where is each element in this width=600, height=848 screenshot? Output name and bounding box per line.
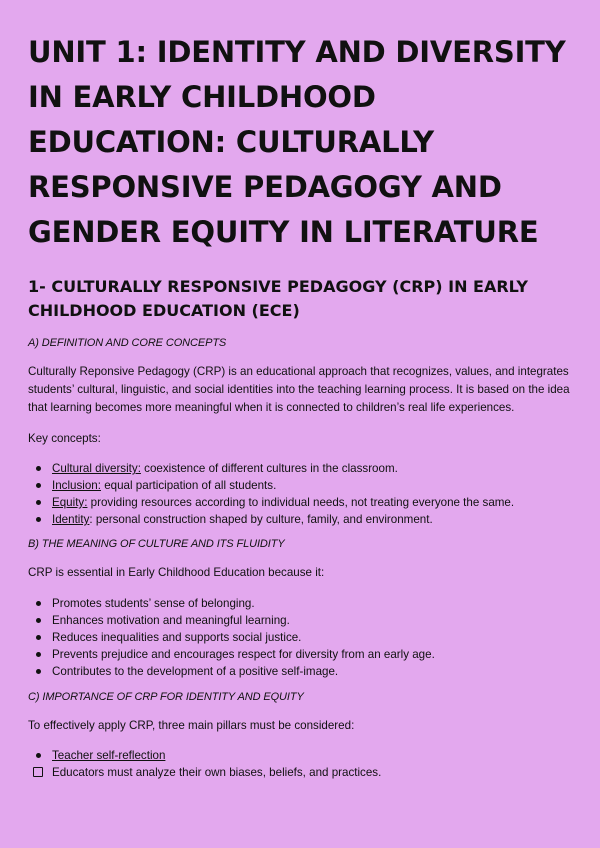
bullet-icon <box>36 517 41 522</box>
key-concepts-label: Key concepts: <box>28 432 101 445</box>
definition: coexistence of different cultures in the classroom. <box>140 462 398 475</box>
checklist-item[interactable] <box>28 764 574 781</box>
bullet-icon <box>36 618 41 623</box>
bullet-icon <box>36 669 41 674</box>
essential-intro: CRP is essential in Early Childhood Education because it: <box>28 566 325 579</box>
definition: : personal construction shaped by culture, family, and environment. <box>89 513 433 526</box>
intro-paragraph: Culturally Reponsive Pedagogy (CRP) is an educational approach that recognizes, values, and integrates students’ cultural, linguistic, and social identities into the teaching learning process. It is based on the idea that learning becomes more meaningful when it is connected to children’s real life experiences. <box>28 365 570 414</box>
list-item <box>28 612 574 629</box>
bullet-icon <box>36 753 41 758</box>
list-item-text: Prevents prejudice and encourages respect for diversity from an early age. <box>52 648 435 661</box>
bullet-icon <box>36 483 41 488</box>
essential-points-list <box>28 595 574 680</box>
term: Inclusion: <box>52 479 101 492</box>
term: Equity: <box>52 496 88 509</box>
list-item-text: Enhances motivation and meaningful learning. <box>52 614 290 627</box>
list-item-text: Contributes to the development of a positive self-image. <box>52 665 339 678</box>
list-item <box>28 477 574 494</box>
checkbox-icon[interactable] <box>33 767 43 777</box>
definition: providing resources according to individual needs, not treating everyone the same. <box>87 496 515 509</box>
subheading-importance: C) IMPORTANCE OF CRP FOR IDENTITY AND EQUITY <box>28 691 304 703</box>
list-item <box>28 511 574 528</box>
bullet-icon <box>36 652 41 657</box>
document-title: UNIT 1: IDENTITY AND DIVERSITY IN EARLY CHILDHOOD EDUCATION: CULTURALLY RESPONSIVE PEDAGOGY AND GENDER EQUITY IN LITERATURE <box>28 35 566 249</box>
list-item <box>28 663 574 680</box>
list-item <box>28 460 574 477</box>
bullet-icon <box>36 466 41 471</box>
list-item-text: Promotes students’ sense of belonging. <box>52 597 255 610</box>
list-item <box>28 646 574 663</box>
bullet-icon <box>36 635 41 640</box>
term: Cultural diversity: <box>52 462 141 475</box>
definition: equal participation of all students. <box>100 479 277 492</box>
term: Identity <box>52 513 90 526</box>
pillars-intro: To effectively apply CRP, three main pillars must be considered: <box>28 719 355 732</box>
list-item <box>28 629 574 646</box>
list-item <box>28 747 574 764</box>
subheading-definition: A) DEFINITION AND CORE CONCEPTS <box>28 337 227 349</box>
document-page <box>28 30 574 781</box>
checklist-item-text: Educators must analyze their own biases, beliefs, and practices. <box>52 766 382 779</box>
subheading-culture: B) THE MEANING OF CULTURE AND ITS FLUIDITY <box>28 538 285 550</box>
list-item <box>28 595 574 612</box>
bullet-icon <box>36 601 41 606</box>
key-concepts-list <box>28 460 574 528</box>
list-item <box>28 494 574 511</box>
bullet-icon <box>36 500 41 505</box>
pillar-title: Teacher self-reflection <box>52 749 166 762</box>
list-item-text: Reduces inequalities and supports social justice. <box>52 631 302 644</box>
pillars-list <box>28 747 574 764</box>
section-heading: 1- CULTURALLY RESPONSIVE PEDAGOGY (CRP) IN EARLY CHILDHOOD EDUCATION (ECE) <box>28 277 528 320</box>
